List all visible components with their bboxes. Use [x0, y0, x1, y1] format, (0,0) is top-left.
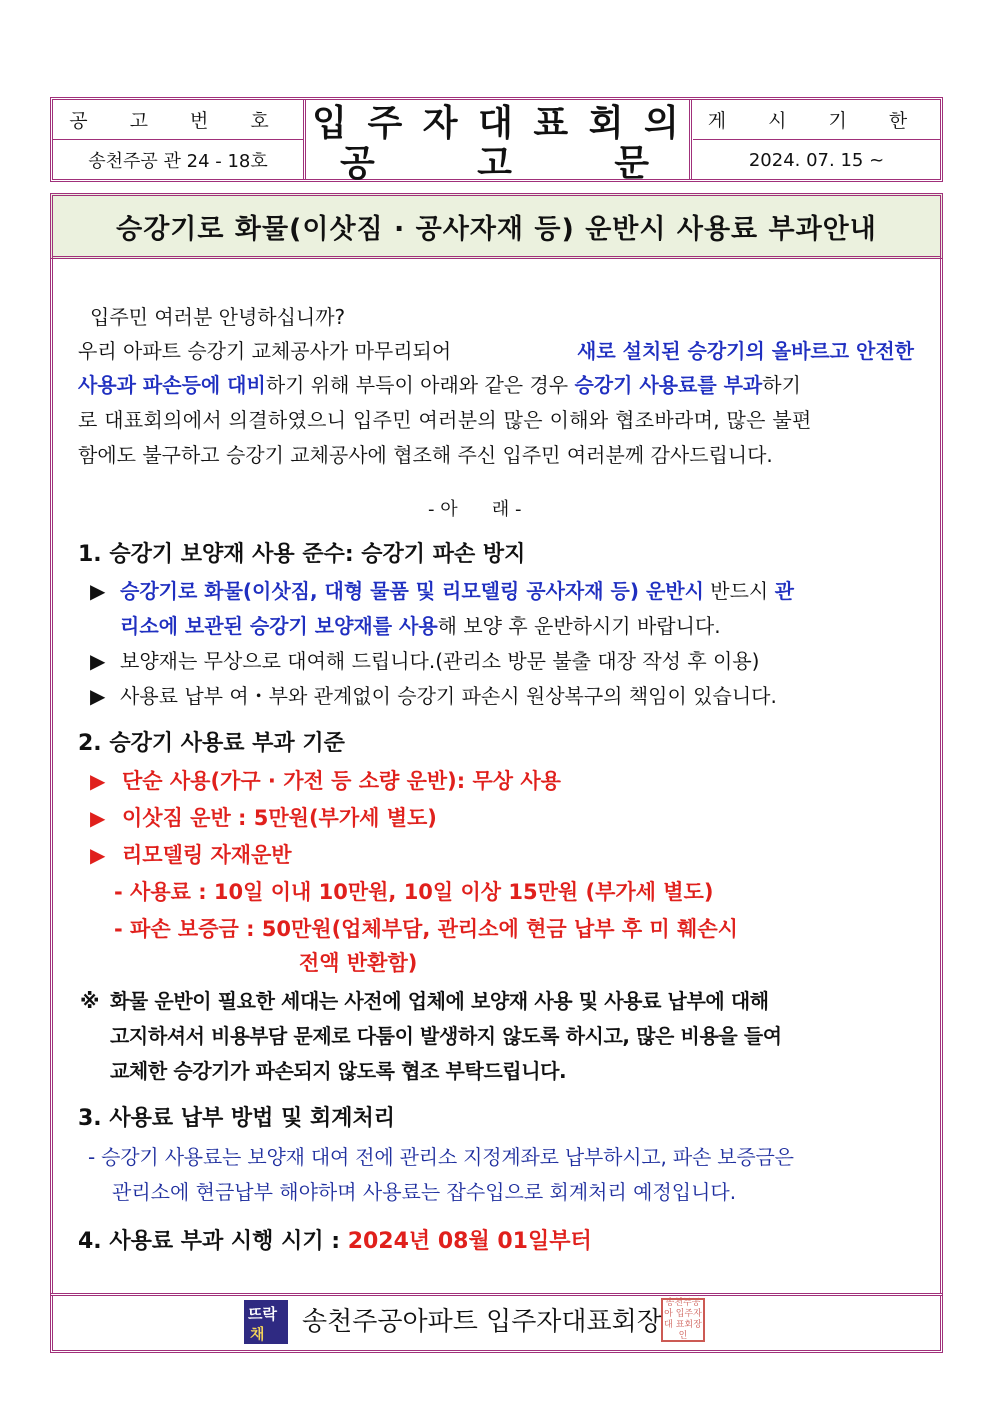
section-2-item-1: 단순 사용(가구 · 가전 등 소량 운반): 무상 사용 — [122, 769, 561, 793]
posting-period: 2024. 07. 15 ~ — [748, 149, 885, 171]
title-char: 공 — [340, 142, 375, 184]
title-char: 고 — [477, 142, 512, 184]
note-line-2: 고지하셔서 비용부담 문제로 다툼이 발생하지 않도록 하시고, 많은 비용을 들여 — [110, 1024, 782, 1048]
title-char: 문 — [614, 142, 649, 184]
item-text: 반드시 — [703, 579, 775, 603]
section-3-line-2: 관리소에 현금납부 해야하며 사용료는 잡수입으로 회계처리 예정입니다. — [112, 1180, 737, 1204]
bullet-arrow-icon: ▶ — [90, 769, 106, 793]
intro-text: 하기 위해 부득이 아래와 같은 경우 — [265, 373, 575, 397]
bullet-arrow-icon: ▶ — [90, 806, 106, 830]
intro-line-4: 함에도 불구하고 승강기 교체공사에 협조해 주신 입주민 여러분께 감사드립니다. — [78, 443, 773, 467]
section-2-item-3: 리모델링 자재운반 — [122, 843, 292, 867]
item-highlight: 관 — [774, 579, 794, 603]
section-3-heading: 3. 사용료 납부 방법 및 회계처리 — [78, 1106, 395, 1131]
bullet-arrow-icon: ▶ — [90, 684, 106, 708]
official-seal — [661, 1298, 705, 1342]
notice-title-bar — [50, 193, 943, 259]
section-2-heading: 2. 승강기 사용료 부과 기준 — [78, 731, 345, 756]
section-1-item-2: 보양재는 무상으로 대여해 드립니다.(관리소 방문 불출 대장 작성 후 이용) — [120, 649, 760, 673]
note-mark: ※ — [80, 989, 100, 1013]
intro-highlight: 사용과 파손등에 대비 — [78, 373, 266, 397]
intro-text: 우리 아파트 승강기 교체공사가 마무리되어 — [78, 339, 452, 363]
intro-highlight: 새로 설치된 승강기의 올바르고 안전한 — [577, 339, 914, 363]
section-2-deposit-cont: 전액 반환함) — [299, 951, 418, 975]
document-title-line1: 입 주 자 대 표 회 의 — [312, 102, 683, 144]
section-1-item-3: 사용료 납부 여・부와 관계없이 승강기 파손시 원상복구의 책임이 있습니다. — [120, 684, 777, 708]
intro-line-3: 로 대표회의에서 의결하였으니 입주민 여러분의 많은 이해와 협조바라며, 많은 불편 — [78, 408, 812, 432]
bullet-arrow-icon: ▶ — [90, 649, 106, 673]
section-2-fee: - 사용료 : 10일 이내 10만원, 10일 이상 15만원 (부가세 별도) — [114, 880, 714, 904]
notice-title: 승강기로 화물(이삿짐 · 공사자재 등) 운반시 사용료 부과안내 — [116, 213, 877, 245]
document-title-line2 — [306, 140, 689, 184]
section-3-line-1: - 승강기 사용료는 보양재 대여 전에 관리소 지정계좌로 납부하시고, 파손 보증금은 — [88, 1145, 794, 1169]
section-1-item-1-cont — [120, 616, 721, 636]
logo-text: 채 — [250, 1325, 265, 1343]
item-highlight: 승강기로 화물(이삿짐, 대형 물품 및 리모델링 공사자재 등) 운반시 — [120, 579, 704, 603]
intro-highlight: 승강기 사용료를 부과 — [574, 373, 763, 397]
notice-number-label: 공 고 번 호 — [69, 110, 287, 132]
section-1-heading: 1. 승강기 보양재 사용 준수: 승강기 파손 방지 — [78, 542, 526, 567]
signature: 송천주공아파트 입주자대표회장 — [302, 1307, 662, 1337]
section-4 — [78, 1231, 592, 1253]
below-marker: - 아 래 - — [428, 499, 522, 520]
section-2-deposit: - 파손 보증금 : 50만원(업체부담, 관리소에 현금 납부 후 미 훼손시 — [114, 917, 738, 941]
seal-text: 송천주공아 입주자대 표회장인 — [664, 1298, 702, 1341]
intro-text: 하기 — [762, 373, 801, 397]
notice-header-table — [50, 97, 943, 182]
section-2-item-2: 이삿짐 운반 : 5만원(부가세 별도) — [122, 806, 437, 830]
note-line-3: 교체한 승강기가 파손되지 않도록 협조 부탁드립니다. — [110, 1059, 567, 1083]
item-text: 해 보양 후 운반하시기 바랍니다. — [437, 614, 721, 638]
greeting: 입주민 여러분 안녕하십니까? — [90, 305, 346, 329]
bullet-arrow-icon: ▶ — [90, 579, 106, 603]
header-divider — [689, 100, 692, 179]
logo-text: 뜨락 — [248, 1305, 277, 1323]
section-4-date: 2024년 08월 01일부터 — [347, 1229, 592, 1254]
intro-line-1 — [78, 341, 914, 361]
note-line-1: 화물 운반이 필요한 세대는 사전에 업체에 보양재 사용 및 사용료 납부에 대해 — [110, 989, 769, 1013]
notice-number: 송천주공 관 24 - 18호 — [88, 151, 268, 172]
section-1-item-1 — [120, 581, 914, 601]
apartment-logo — [244, 1300, 288, 1344]
intro-line-2 — [78, 375, 914, 395]
item-highlight: 리소에 보관된 승강기 보양재를 사용 — [120, 614, 438, 638]
section-4-heading: 4. 사용료 부과 시행 시기 : — [78, 1229, 348, 1254]
bullet-arrow-icon: ▶ — [90, 843, 106, 867]
posting-period-label: 게 시 기 한 — [707, 110, 926, 132]
